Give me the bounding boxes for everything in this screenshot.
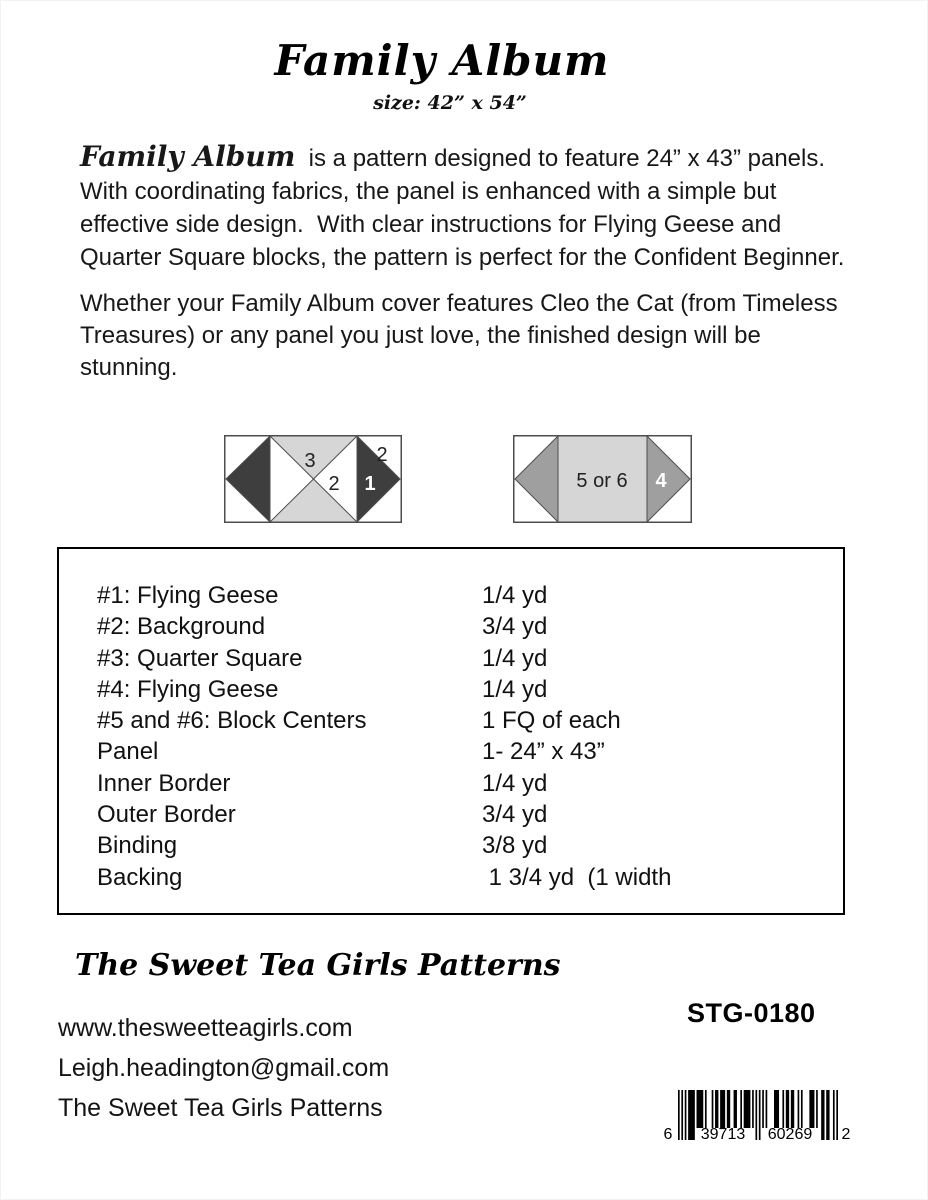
material-item: #1: Flying Geese [97,582,279,609]
email-text: Leigh.headington@gmail.com [58,1054,390,1082]
website-text: www.thesweetteagirls.com [58,1014,353,1042]
page-title: Family Album [274,36,610,85]
table-row [97,613,843,644]
table-row [97,738,843,769]
material-amount: 1/4 yd [482,582,548,609]
sku-code: STG-0180 [687,998,816,1028]
intro-paragraph-1 [80,142,864,274]
brand-logo-script: The Sweet Tea Girls Patterns [75,948,561,983]
material-item: #5 and #6: Block Centers [97,707,367,735]
material-item: Binding [97,832,178,860]
table-row [97,707,843,738]
barcode-digit-group: 2 [841,1126,851,1143]
table-row [97,645,843,676]
label-fabric-4: 4 [655,470,667,492]
materials-box [57,547,845,915]
material-item: Inner Border [97,769,231,797]
table-row [97,801,843,832]
material-item: Panel [97,738,159,766]
material-amount: 1/4 yd [482,644,548,672]
intro-section [80,142,864,384]
block-diagram-center-unit [513,435,692,523]
barcode-digit-group: 6 [663,1126,673,1143]
table-row [97,832,843,863]
material-amount: 1 3/4 yd (1 width [482,863,672,891]
intro-paragraph-1-text: is a pattern designed to feature 24” x 43” panels. With coordinating fabrics, the panel is enhanced with a simple but effective side design. With clear instructions for Flying Geese and Quarter Square blocks, the pattern is perfect for the Confident Beginner. [80,145,845,271]
table-row [97,676,843,707]
barcode-digit-group: 39713 [700,1126,746,1143]
material-item: Outer Border [97,801,236,829]
table-row [97,864,843,895]
label-fabric-2-mid: 2 [328,473,340,495]
label-fabric-1: 1 [364,473,376,495]
material-amount: 3/8 yd [482,832,548,860]
materials-list [97,582,843,895]
material-amount: 3/4 yd [482,801,548,829]
table-row [97,770,843,801]
material-amount: 1/4 yd [482,769,548,797]
table-row [97,582,843,613]
label-fabric-2-corner: 2 [376,444,388,466]
material-amount: 1 FQ of each [482,707,621,735]
block-diagram-side-unit [224,435,402,523]
intro-lead-script: Family Album [80,140,296,173]
intro-paragraph-2: Whether your Family Album cover features Cleo the Cat (from Timeless Treasures) or any panel you just love, the finished design will be stunning. [80,290,844,381]
brand-name-text: The Sweet Tea Girls Patterns [58,1094,383,1122]
material-item: #4: Flying Geese [97,675,279,703]
upc-barcode [663,1090,851,1148]
barcode-digit-group: 60269 [767,1126,813,1143]
material-item: #3: Quarter Square [97,644,303,672]
size-subtitle: size: 42” x 54” [373,92,527,114]
contact-block [58,1008,389,1128]
label-fabric-3: 3 [304,450,316,472]
material-amount: 1- 24” x 43” [482,738,605,766]
material-amount: 1/4 yd [482,675,548,703]
material-item: #2: Background [97,613,266,641]
label-fabric-5-or-6: 5 or 6 [576,470,628,492]
material-amount: 3/4 yd [482,613,548,641]
material-item: Backing [97,863,183,891]
